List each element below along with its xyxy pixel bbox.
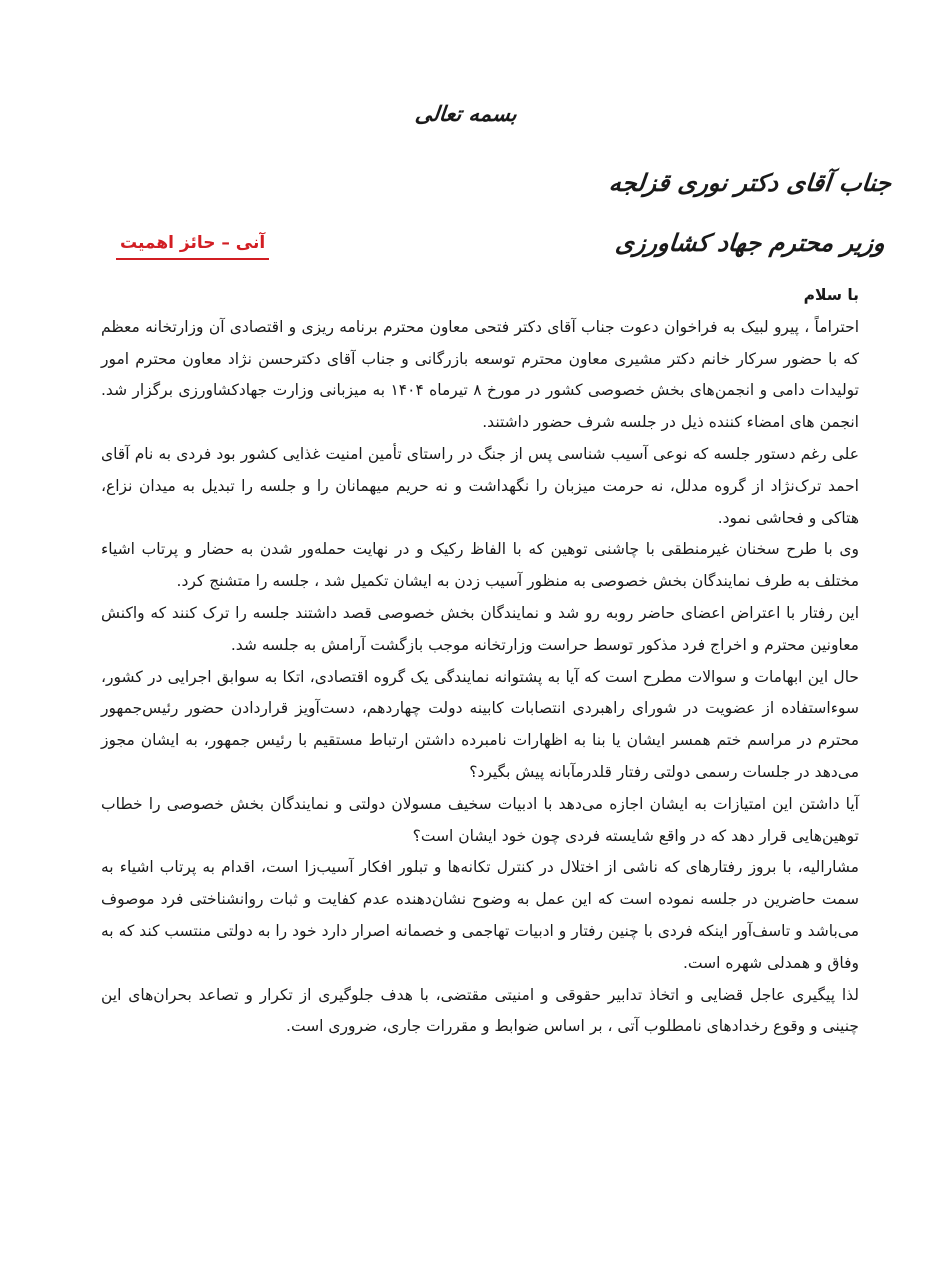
paragraph: آیا داشتن این امتیازات به ایشان اجازه می‌دهد با ادبیات سخیف مسولان دولتی و نمایندگان بخش خصوصی را خطاب توهین‌هایی قرار دهد که در واقع شایسته فردی چون خود ایشان است؟	[101, 794, 859, 845]
paragraph: لذا پیگیری عاجل قضایی و اتخاذ تدابیر حقوقی و امنیتی مقتضی، با هدف جلوگیری از تکرار و تصاعد بحران‌های این چنینی و وقوع رخدادهای نامطلوب آتی ، بر اساس ضوابط و مقررات جاری، ضروری است.	[101, 985, 859, 1036]
paragraph: مشارالیه، با بروز رفتارهای که ناشی از اختلال در کنترل تکانه‌ها و تبلور افکار آسیب‌زا است، اقدام به پرتاب اشیاء به سمت حاضرین در جلسه نموده است که این عمل به وضوح نشان‌دهنده عدم کفایت و ثبات روانشناختی فرد موصوف می‌باشد و تاسف‌آور اینکه فردی با چنین رفتار و ادبیات تهاجمی و خصمانه اصرار دارد خود را به دولتی منتسب کند که به وفاق و همدلی شهره است.	[101, 858, 859, 972]
addressee-block	[601, 168, 893, 258]
addressee-name: جناب آقای دکتر نوری قزلجه	[607, 169, 893, 197]
addressee-title: وزیر محترم جهاد کشاورزی	[613, 229, 887, 257]
salutation: با سلام	[803, 286, 859, 304]
paragraph: احتراماً ، پیرو لبیک به فراخوان دعوت جناب آقای دکتر فتحی معاون محترم برنامه ریزی و اقتصادی آن وزارتخانه معظم که با حضور سرکار خانم دکتر مشیری معاون محترم توسعه بازرگانی و جناب آقای دکترحسن نژاد معاون محترم امور تولیدات دامی و انجمن‌های بخش خصوصی کشور در مورخ ۸ تیرماه ۱۴۰۴ به میزبانی وزارت جهادکشاورزی برگزار شد. انجمن های امضاء کننده ذیل در جلسه شرف حضور داشتند.	[101, 317, 859, 432]
besmele-calligraphy: بسمه تعالی	[413, 102, 519, 126]
paragraph: علی رغم دستور جلسه که نوعی آسیب شناسی پس از جنگ در راستای تأمین امنیت غذایی کشور بود فردی به نام آقای احمد ترک‌نژاد از گروه مدلل، نه حرمت میزبان را نگهداشت و نه حریم میهمانان را و جلسه را تبدیل به میدان نزاع، هتاکی و فحاشی نمود.	[101, 444, 859, 527]
priority-stamp: آنی – حائز اهمیت	[116, 233, 269, 260]
paragraph: حال این ابهامات و سوالات مطرح است که آیا به پشتوانه نمایندگی یک گروه اقتصادی، اتکا به سوابق اجرایی در کشور، سوءاستفاده از عضویت در شورای راهبردی انتصابات کابینه دولت چهاردهم، دست‌آویز قراردادن حضور رئیس‌جمهور محترم در مراسم ختم همسر ایشان یا بنا به اظهارات نامبرده داشتن ارتباط مستقیم با رئیس جمهور، به ایشان مجوز می‌دهد در جلسات رسمی دولتی رفتار قلدرمآبانه پیش بگیرد؟	[101, 667, 859, 781]
letter-body	[101, 280, 859, 1043]
paragraph: وی با طرح سخنان غیرمنطقی با چاشنی توهین که با الفاظ رکیک و در نهایت حمله‌ور شدن به حضار و پرتاب اشیاء مختلف به طرف نمایندگان بخش خصوصی به منظور آسیب زدن به ایشان تکمیل شد ، جلسه را متشنج کرد.	[101, 540, 859, 591]
paragraph: این رفتار با اعتراض اعضای حاضر روبه رو شد و نمایندگان بخش خصوصی قصد داشتند جلسه را ترک کنند که واکنش معاونین محترم و اخراج فرد مذکور توسط حراست وزارتخانه موجب بازگشت آرامش به جلسه شد.	[101, 603, 859, 654]
